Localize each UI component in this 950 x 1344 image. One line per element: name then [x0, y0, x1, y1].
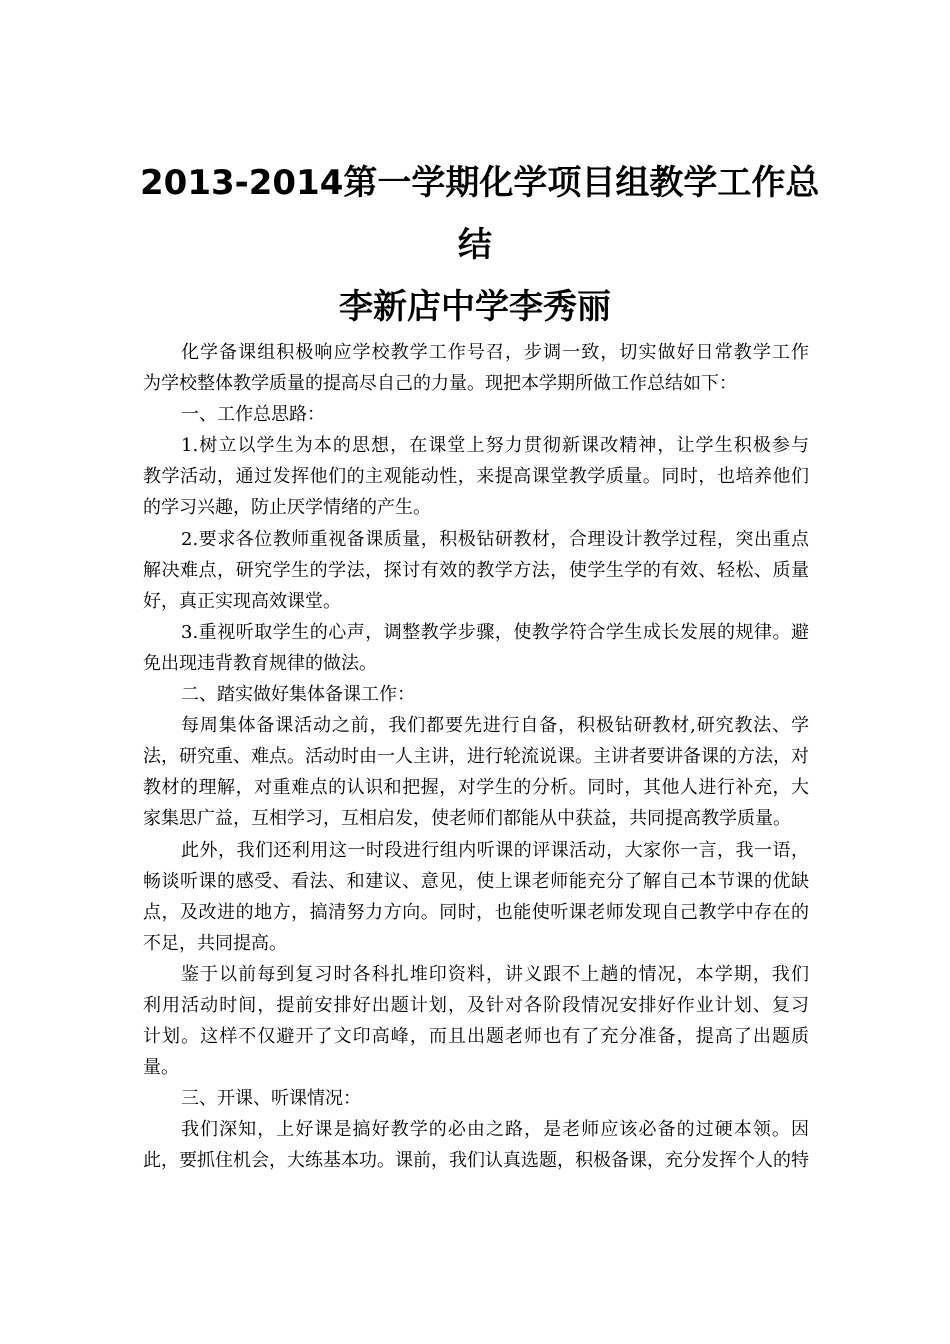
text-line: 利用活动时间，提前安排好出题计划，及针对各阶段情况安排好作业计划、复习: [143, 994, 809, 1016]
text-line: 畅谈听课的感受、看法、和建议、意见，使上课老师能充分了解自己本节课的优缺: [143, 870, 809, 892]
document-title: 2013-2014第一学期化学项目组教学工作总: [140, 163, 820, 203]
text-line: 3.重视听取学生的心声，调整教学步骤，使教学符合学生成长发展的规律。避: [181, 621, 809, 643]
text-line: 为学校整体教学质量的提高尽自己的力量。现把本学期所做工作总结如下：: [143, 373, 737, 395]
text-line: 免出现违背教育规律的做法。: [143, 652, 377, 674]
text-line: 化学备课组积极响应学校教学工作号召，步调一致，切实做好日常教学工作: [181, 342, 809, 363]
text-line: 此，要抓住机会，大练基本功。课前，我们认真选题，积极备课，充分发挥个人的特: [143, 1150, 809, 1172]
document-author: 李新店中学李秀丽: [339, 287, 611, 327]
document-title-continued: 结: [458, 225, 492, 265]
text-line: 此外，我们还利用这一时段进行组内听课的评课活动，大家你一言，我一语，: [181, 839, 809, 861]
text-line: 教学活动，通过发挥他们的主观能动性，来提高课堂教学质量。同时，也培养他们: [143, 466, 809, 488]
text-line: 法，研究重、难点。活动时由一人主讲，进行轮流说课。主讲者要讲备课的方法，对: [143, 746, 809, 768]
section-heading: 三、开课、听课情况：: [181, 1088, 361, 1110]
text-line: 家集思广益，互相学习，互相启发，使老师们都能从中获益，共同提高教学质量。: [143, 808, 791, 830]
text-line: 的学习兴趣，防止厌学情绪的产生。: [143, 497, 431, 519]
text-line: 不足，共同提高。: [143, 932, 287, 954]
text-line: 我们深知，上好课是搞好教学的必由之路，是老师应该必备的过硬本领。因: [181, 1119, 809, 1141]
text-line: 每周集体备课活动之前，我们都要先进行自备，积极钻研教材,研究教法、学: [181, 715, 809, 737]
text-line: 量。: [143, 1057, 179, 1079]
text-line: 鉴于以前每到复习时各科扎堆印资料，讲义跟不上趟的情况，本学期，我们: [181, 963, 809, 985]
section-heading: 一、工作总思路：: [181, 404, 325, 426]
text-line: 计划。这样不仅避开了文印高峰，而且出题老师也有了充分准备，提高了出题质: [143, 1026, 809, 1048]
text-line: 1.树立以学生为本的思想，在课堂上努力贯彻新课改精神，让学生积极参与: [181, 435, 809, 457]
document-body: [143, 337, 809, 1177]
text-line: 好，真正实现高效课堂。: [143, 590, 341, 612]
text-line: 点，及改进的地方，搞清努力方向。同时，也能使听课老师发现自己教学中存在的: [143, 901, 809, 923]
text-line: 2.要求各位教师重视备课质量，积极钻研教材，合理设计教学过程，突出重点: [181, 528, 809, 550]
text-line: 教材的理解，对重难点的认识和把握，对学生的分析。同时，其他人进行补充，大: [143, 777, 809, 799]
text-line: 解决难点，研究学生的学法，探讨有效的教学方法，使学生学的有效、轻松、质量: [143, 559, 809, 581]
section-heading: 二、踏实做好集体备课工作：: [181, 684, 415, 706]
